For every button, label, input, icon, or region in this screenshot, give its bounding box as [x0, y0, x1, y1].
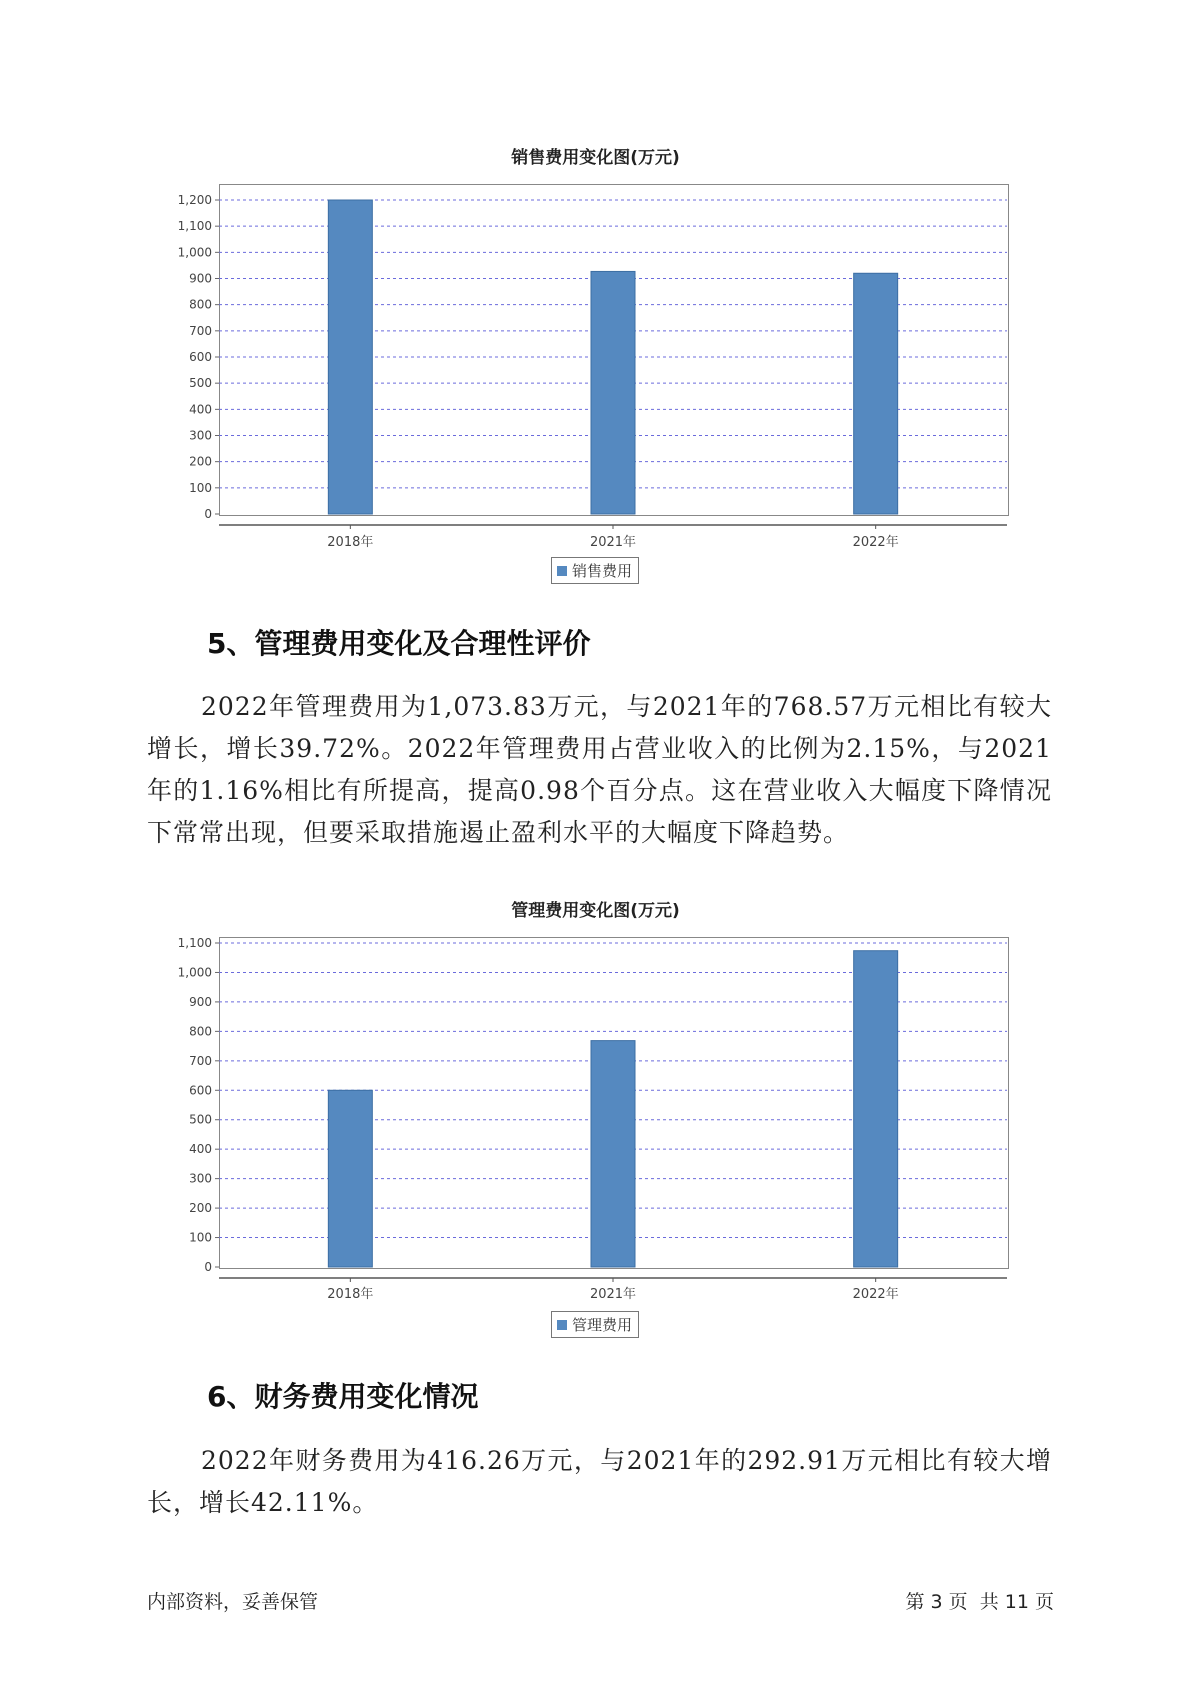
y-tick-label: 500 — [189, 1112, 212, 1127]
x-tick-label: 2021年 — [589, 535, 637, 550]
y-tick-label: 0 — [204, 507, 212, 521]
y-tick-label: 600 — [189, 1083, 212, 1098]
paragraph-text: 2022年财务费用为416.26万元，与2021年的292.91万元相比有较大增长，增长42.11%。 — [147, 1446, 1052, 1517]
y-tick-label: 100 — [189, 480, 212, 495]
chart-legend — [551, 1311, 639, 1338]
y-tick-label: 300 — [189, 1171, 212, 1186]
bar — [854, 951, 898, 1267]
y-tick-label: 600 — [189, 350, 212, 364]
section-paragraph — [147, 1440, 1052, 1524]
x-tick-label: 2021年 — [589, 1287, 637, 1302]
footer-confidential: 内部资料，妥善保管 — [147, 1591, 319, 1613]
y-tick-label: 1,000 — [177, 965, 212, 980]
y-tick-label: 100 — [189, 1230, 212, 1245]
chart-title: 管理费用变化图(万元) — [511, 901, 680, 921]
footer-page-number: 第 3 页 共 11 页 — [905, 1591, 1054, 1613]
x-tick-label: 2022年 — [852, 1287, 899, 1302]
legend-swatch — [557, 1320, 567, 1330]
y-tick-label: 700 — [189, 1053, 212, 1068]
y-tick-label: 1,000 — [177, 245, 212, 260]
legend-label: 管理费用 — [572, 1316, 633, 1334]
y-tick-label: 800 — [189, 1024, 212, 1039]
y-tick-label: 400 — [189, 402, 212, 417]
y-tick-label: 0 — [204, 1260, 212, 1274]
y-tick-label: 900 — [189, 271, 212, 286]
x-tick-label: 2018年 — [327, 1287, 374, 1302]
y-tick-label: 1,100 — [177, 219, 212, 234]
y-tick-label: 800 — [189, 297, 212, 312]
x-tick-label: 2022年 — [852, 535, 899, 550]
legend-label: 销售费用 — [572, 562, 633, 580]
y-tick-label: 500 — [189, 376, 212, 391]
y-tick-label: 700 — [189, 323, 212, 338]
paragraph-text: 2022年管理费用为1,073.83万元，与2021年的768.57万元相比有较大增长，增长39.72%。2022年管理费用占营业收入的比例为2.15%，与2021年的1.16%相比有所提高，提高0.98个百分点。这在营业收入大幅度下降情况下常常出现，但要采取措施遏止盈利水平的大幅度下降趋势。 — [147, 692, 1052, 847]
y-tick-label: 300 — [189, 428, 212, 443]
section-heading: 6、财务费用变化情况 — [207, 1380, 479, 1413]
y-tick-label: 900 — [189, 994, 212, 1009]
y-tick-label: 1,100 — [177, 936, 212, 950]
bar — [328, 1090, 372, 1267]
chart-title: 销售费用变化图(万元) — [511, 148, 680, 168]
x-tick-label: 2018年 — [327, 535, 374, 550]
y-tick-label: 200 — [189, 1201, 212, 1216]
y-tick-label: 400 — [189, 1142, 212, 1157]
bar — [591, 1041, 635, 1267]
section-heading: 5、管理费用变化及合理性评价 — [207, 627, 591, 660]
y-tick-label: 1,200 — [177, 193, 212, 207]
y-tick-label: 200 — [189, 454, 212, 469]
